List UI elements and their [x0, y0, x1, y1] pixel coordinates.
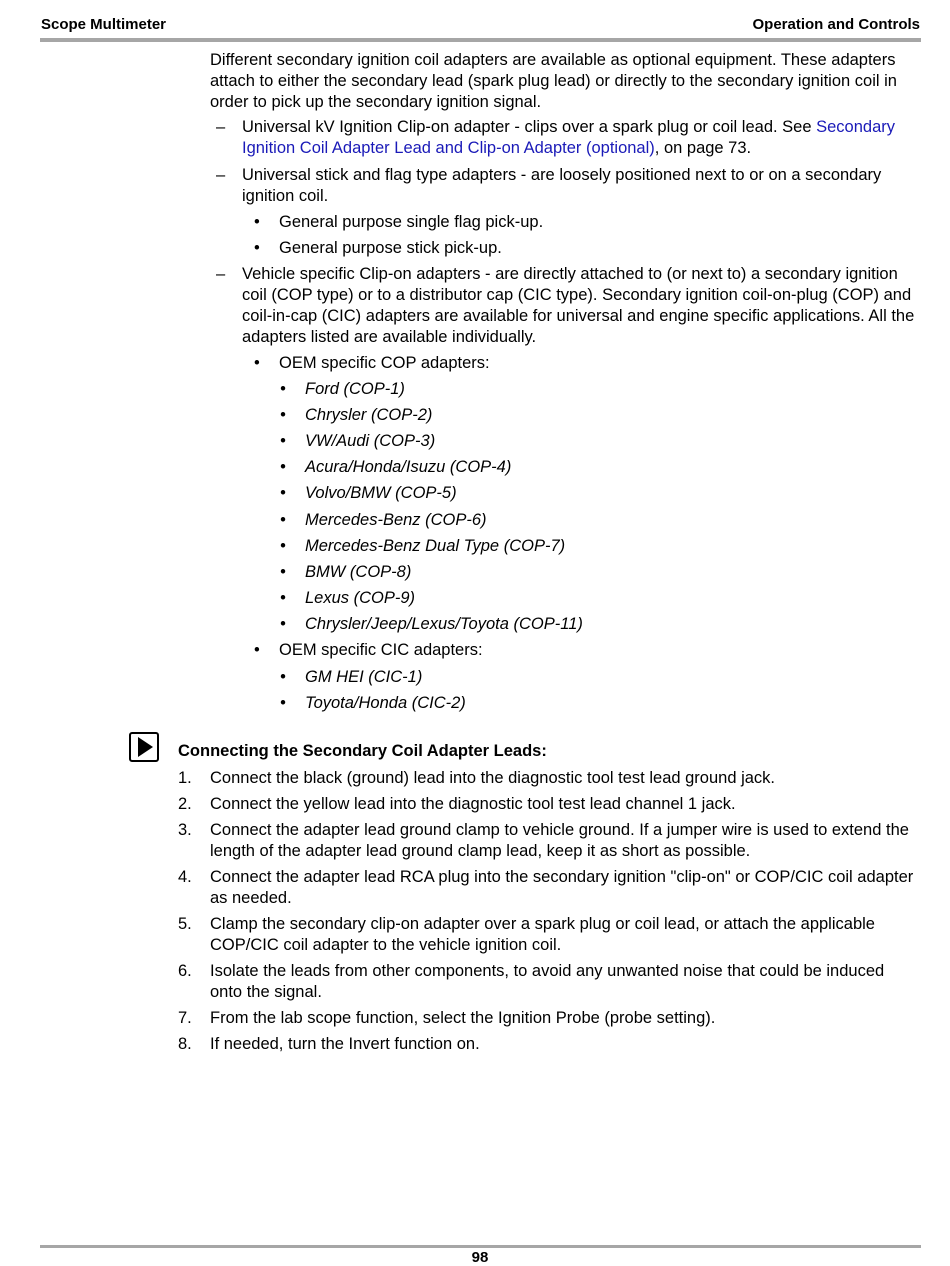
- cop-item-text: Ford (COP-1): [305, 380, 405, 398]
- bullet-marker: •: [280, 406, 286, 424]
- step-number: 8.: [178, 1035, 192, 1053]
- page-number: 98: [471, 1249, 489, 1266]
- dash-marker: –: [216, 118, 226, 136]
- bullet-marker: •: [280, 511, 286, 529]
- bullet-marker: •: [280, 432, 286, 450]
- cop-item-text: BMW (COP-8): [305, 563, 412, 581]
- bullet-marker: •: [254, 641, 260, 659]
- cic-item-text: GM HEI (CIC-1): [305, 668, 423, 686]
- step-text: From the lab scope function, select the Ignition Probe (probe setting).: [210, 1009, 716, 1027]
- cop-item-text: Chrysler/Jeep/Lexus/Toyota (COP-11): [305, 615, 583, 633]
- list-item-text: General purpose single flag pick-up.: [279, 213, 544, 231]
- header-doc-title: Scope Multimeter: [41, 16, 167, 33]
- step-text: Isolate the leads from other components, to avoid any unwanted noise that could be induced onto the signal.: [210, 962, 885, 1001]
- universal-kv-page-ref: , on page 73.: [654, 139, 752, 157]
- step-number: 2.: [178, 795, 192, 813]
- bullet-marker: •: [280, 694, 286, 712]
- page-header: [40, 14, 920, 36]
- step-number: 4.: [178, 868, 192, 886]
- step-number: 6.: [178, 962, 192, 980]
- step-number: 7.: [178, 1009, 192, 1027]
- step-text: Clamp the secondary clip-on adapter over a spark plug or coil lead, or attach the applicable COP/CIC coil adapter to the vehicle ignition coil.: [210, 915, 875, 954]
- bullet-marker: •: [280, 484, 286, 502]
- bullet-marker: •: [254, 239, 260, 257]
- cop-item-text: Acura/Honda/Isuzu (COP-4): [305, 458, 512, 476]
- cop-item-text: Volvo/BMW (COP-5): [305, 484, 457, 502]
- bullet-marker: •: [280, 563, 286, 581]
- cop-heading-text: OEM specific COP adapters:: [279, 354, 490, 372]
- bullet-marker: •: [280, 668, 286, 686]
- intro-paragraph: Different secondary ignition coil adapters are available as optional equipment. These adapters attach to either the secondary lead (spark plug lead) or directly to the secondary ignition coil in order to pick up the secondary ignition signal.: [210, 51, 897, 111]
- step-text: If needed, turn the Invert function on.: [210, 1035, 480, 1053]
- dash-marker: –: [216, 265, 226, 283]
- header-section-title: Operation and Controls: [752, 16, 920, 33]
- vehicle-specific-text: Vehicle specific Clip-on adapters - are directly attached to (or next to) a secondary ignition coil (COP type) or to a distributor cap (CIC type). Secondary ignition coil-on-plug (COP) and coil-in-cap (CIC) adapters are available for universal and engine specific applications. All the adapters listed are available individually.: [242, 265, 915, 346]
- bullet-marker: •: [280, 615, 286, 633]
- cop-item-text: Chrysler (COP-2): [305, 406, 433, 424]
- bullet-marker: •: [280, 458, 286, 476]
- universal-kv-text: Universal kV Ignition Clip-on adapter - clips over a spark plug or coil lead. See: [242, 118, 817, 136]
- cic-heading-text: OEM specific CIC adapters:: [279, 641, 483, 659]
- cop-item-text: Lexus (COP-9): [305, 589, 416, 607]
- universal-stick-text: Universal stick and flag type adapters - are loosely positioned next to or on a secondary ignition coil.: [242, 166, 882, 205]
- list-item-text: General purpose stick pick-up.: [279, 239, 502, 257]
- step-text: Connect the adapter lead RCA plug into the secondary ignition "clip-on" or COP/CIC coil adapter as needed.: [210, 868, 914, 907]
- step-number: 5.: [178, 915, 192, 933]
- bullet-marker: •: [280, 537, 286, 555]
- bullet-marker: •: [254, 354, 260, 372]
- header-rule: [40, 38, 921, 42]
- step-text: Connect the adapter lead ground clamp to vehicle ground. If a jumper wire is used to extend the length of the adapter lead ground clamp lead, keep it as short as possible.: [210, 821, 909, 860]
- cic-item-text: Toyota/Honda (CIC-2): [305, 694, 466, 712]
- play-arrow-icon: [129, 732, 159, 762]
- step-text: Connect the yellow lead into the diagnostic tool test lead channel 1 jack.: [210, 795, 736, 813]
- step-text: Connect the black (ground) lead into the diagnostic tool test lead ground jack.: [210, 769, 776, 787]
- cop-item-text: Mercedes-Benz Dual Type (COP-7): [305, 537, 566, 555]
- secondary-adapter-link[interactable]: Secondary Ignition Coil Adapter Lead and Clip-on Adapter (optional): [242, 118, 896, 157]
- cop-item-text: VW/Audi (COP-3): [305, 432, 436, 450]
- dash-marker: –: [216, 166, 226, 184]
- footer-rule: [40, 1245, 921, 1248]
- procedure-title: Connecting the Secondary Coil Adapter Leads:: [178, 742, 547, 760]
- bullet-marker: •: [254, 213, 260, 231]
- bullet-marker: •: [280, 380, 286, 398]
- cop-item-text: Mercedes-Benz (COP-6): [305, 511, 487, 529]
- step-number: 3.: [178, 821, 192, 839]
- step-number: 1.: [178, 769, 192, 787]
- bullet-marker: •: [280, 589, 286, 607]
